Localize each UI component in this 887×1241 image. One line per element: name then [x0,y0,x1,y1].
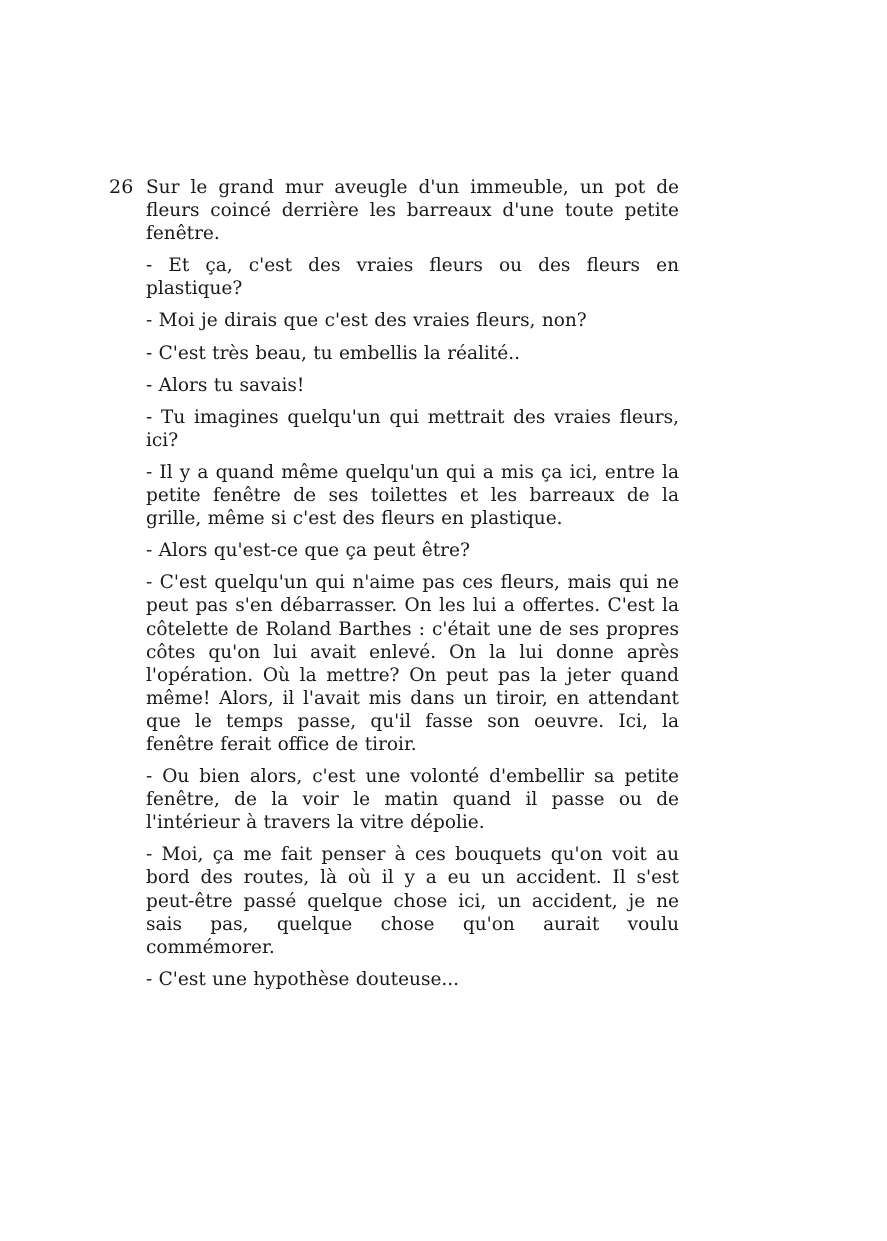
dialogue-line: - C'est quelqu'un qui n'aime pas ces fleurs, mais qui ne peut pas s'en débarrasser. On les lui a offertes. C'est la côtelette de Roland Barthes : c'était une de ses propres côtes qu'on lui avait enlevé. On la lui donne après l'opération. Où la mettre? On peut pas la jeter quand même! Alors, il l'avait mis dans un tiroir, en attendant que le temps passe, qu'il fasse son oeuvre. Ici, la fenêtre ferait office de tiroir. [146,572,679,755]
intro-paragraph: Sur le grand mur aveugle d'un immeuble, un pot de fleurs coincé derrière les barreaux d'une toute petite fenêtre. [146,177,679,245]
dialogue-line: - Moi, ça me fait penser à ces bouquets qu'on voit au bord des routes, là où il y a eu un accident. Il s'est peut-être passé quelque chose ici, un accident, je ne sais pas, quelque chose qu'on aurait voulu commémorer. [146,844,679,958]
section-number: 26 [109,176,134,198]
dialogue-line: - Et ça, c'est des vraies fleurs ou des fleurs en plastique? [146,255,679,300]
dialogue-line: - C'est une hypothèse douteuse... [146,968,460,990]
dialogue-line: - Moi je dirais que c'est des vraies fleurs, non? [146,310,587,332]
text-body [146,176,679,1000]
dialogue-line: - Ou bien alors, c'est une volonté d'embellir sa petite fenêtre, de la voir le matin quand il passe ou de l'intérieur à travers la vitre dépolie. [146,766,679,834]
dialogue-line: - C'est très beau, tu embellis la réalité.. [146,342,520,364]
dialogue-line: - Tu imagines quelqu'un qui mettrait des vraies fleurs, ici? [146,406,679,451]
dialogue-line: - Alors qu'est-ce que ça peut être? [146,540,470,562]
dialogue-line: - Alors tu savais! [146,374,305,396]
dialogue-line: - Il y a quand même quelqu'un qui a mis ça ici, entre la petite fenêtre de ses toilettes et les barreaux de la grille, même si c'est des fleurs en plastique. [146,461,679,530]
